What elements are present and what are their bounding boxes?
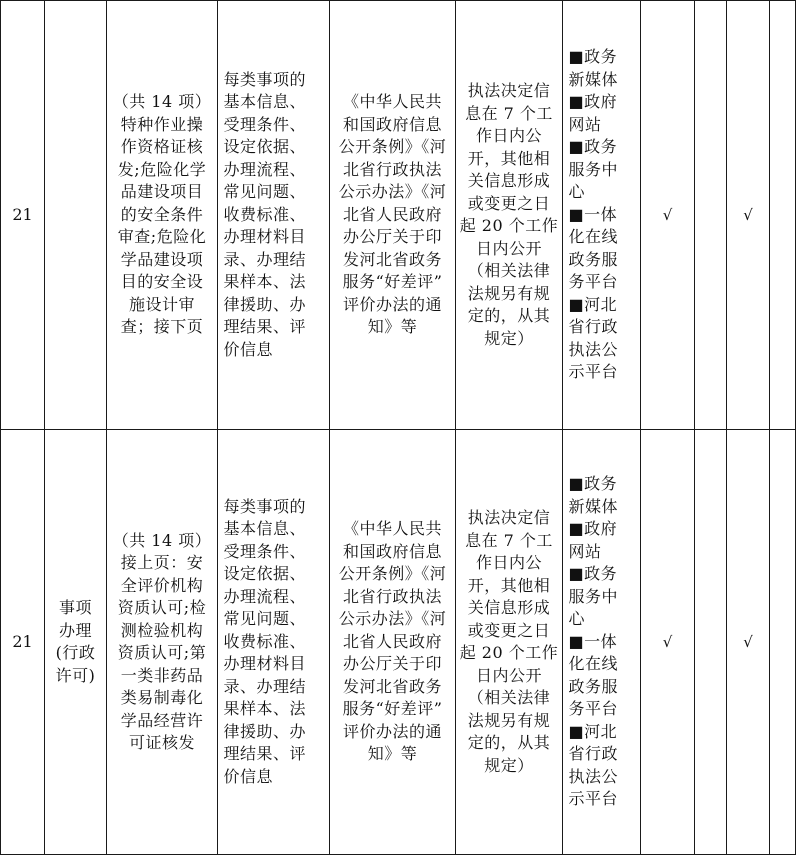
content-text: 每类事项的 基本信息、 受理条件、 设定依据、 办理流程、 常见问题、 收费标准、 办理材料目 录、办理结 果样本、法 律援助、办 理结果、评 价信息 [223, 496, 307, 786]
channel-cell [563, 1, 641, 430]
items-text: （共 14 项） 特种作业操 作资格证核 发;危险化学 品建设项目 的安全条件 审查;危险化 学品建设项 目的安全设 施设计审 查；接下页 [112, 92, 212, 337]
content-text: 每类事项的 基本信息、 受理条件、 设定依据、 办理流程、 常见问题、 收费标准、 办理材料目 录、办理结 果样本、法 律援助、办 理结果、评 价信息 [223, 69, 307, 359]
items-cell [107, 430, 218, 855]
check-mark: √ [662, 205, 673, 224]
basis-text: 《中华人民共 和国政府信息 公开条例》《河 北省行政执法 公示办法》《河 北省人民政府 办公厅关于印 发河北省政务 服务“好差评” 评价办法的通 知》等 [338, 519, 447, 764]
table-row [1, 1, 796, 430]
category-cell [45, 1, 107, 430]
check-cell-2 [727, 1, 770, 430]
check-cell-2 [727, 430, 770, 855]
check-mark: √ [743, 632, 753, 651]
row-number: 21 [12, 631, 33, 651]
content-cell [218, 430, 330, 855]
basis-text: 《中华人民共 和国政府信息 公开条例》《河 北省行政执法 公示办法》《河 北省人民政府 办公厅关于印 发河北省政务 服务“好差评” 评价办法的通 知》等 [338, 92, 447, 337]
empty-cell [770, 1, 796, 430]
row-number: 21 [12, 204, 33, 224]
category-text: 事项 办理 (行政 许可) [55, 598, 96, 685]
channel-cell [563, 430, 641, 855]
check-cell-1 [641, 1, 695, 430]
content-cell [218, 1, 330, 430]
check-mark: √ [743, 205, 753, 224]
row-number-cell [1, 430, 45, 855]
time-limit-text: 执法决定信 息在 7 个工 作日内公 开，其他相 关信息形成 或变更之日 起 20 个工作 日内公开 （相关法律 法规另有规 定的，从其 规定） [459, 81, 559, 348]
time-limit-cell [456, 430, 563, 855]
empty-cell [770, 430, 796, 855]
check-mark: √ [662, 632, 673, 651]
empty-cell [695, 430, 727, 855]
basis-cell [330, 430, 456, 855]
category-cell [45, 430, 107, 855]
items-text: （共 14 项） 接上页：安 全评价机构 资质认可;检 测检验机构 资质认可;第 一类非药品 类易制毒化 学品经营许 可证核发 [112, 530, 212, 752]
time-limit-cell [456, 1, 563, 430]
channel-text: ■政务 新媒体 ■政府 网站 ■政务 服务中 心 ■一体 化在线 政务服 务平台 ■河北 省行政 执法公 示平台 [568, 47, 619, 382]
empty-cell [695, 1, 727, 430]
check-cell-1 [641, 430, 695, 855]
items-cell [107, 1, 218, 430]
time-limit-text: 执法决定信 息在 7 个工 作日内公 开，其他相 关信息形成 或变更之日 起 20 个工作 日内公开 （相关法律 法规另有规 定的，从其 规定） [459, 508, 559, 775]
row-number-cell [1, 1, 45, 430]
basis-cell [330, 1, 456, 430]
channel-text: ■政务 新媒体 ■政府 网站 ■政务 服务中 心 ■一体 化在线 政务服 务平台 ■河北 省行政 执法公 示平台 [568, 474, 619, 809]
table-row [1, 430, 796, 855]
